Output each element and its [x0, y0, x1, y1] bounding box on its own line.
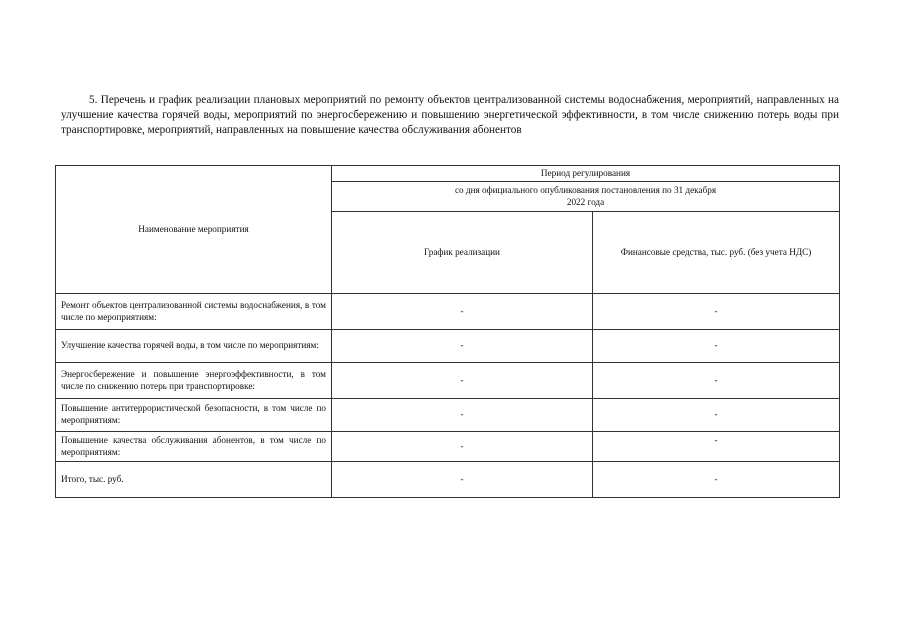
- row-name: Энергосбережение и повышение энергоэффективности, в том числе по снижению потерь при транспортировке:: [56, 363, 332, 399]
- row-name: Ремонт объектов централизованной системы водоснабжения, в том числе по мероприятиям:: [56, 294, 332, 330]
- row-finance: -: [593, 330, 840, 363]
- row-name: Итого, тыс. руб.: [56, 462, 332, 498]
- row-finance: -: [593, 462, 840, 498]
- header-row-1: [56, 166, 840, 182]
- table-row-total: [56, 462, 840, 498]
- finance-header: Финансовые средства, тыс. руб. (без учета НДС): [593, 212, 840, 294]
- row-name: Повышение антитеррористической безопасности, в том числе по мероприятиям:: [56, 399, 332, 432]
- period-header: Период регулирования: [332, 166, 840, 182]
- table-row: [56, 330, 840, 363]
- row-schedule: -: [332, 294, 593, 330]
- activities-table: [55, 165, 840, 498]
- row-name: Улучшение качества горячей воды, в том числе по мероприятиям:: [56, 330, 332, 363]
- row-finance: -: [593, 399, 840, 432]
- table-row: [56, 399, 840, 432]
- section-heading: 5. Перечень и график реализации плановых мероприятий по ремонту объектов централизованной системы водоснабжения, мероприятий, направленных на улучшение качества горячей воды, мероприятий по энергосбережению и повышению энергетической эффективности, в том числе снижению потерь воды при транспортировке, мероприятий, направленных на повышение качества обслуживания абонентов: [61, 94, 839, 137]
- row-schedule: -: [332, 363, 593, 399]
- row-finance: -: [593, 432, 840, 462]
- schedule-header: График реализации: [332, 212, 593, 294]
- row-finance: -: [593, 294, 840, 330]
- row-schedule: -: [332, 432, 593, 462]
- col-name-header: Наименование мероприятия: [56, 166, 332, 294]
- row-finance: -: [593, 363, 840, 399]
- row-schedule: -: [332, 462, 593, 498]
- row-schedule: -: [332, 330, 593, 363]
- period-subheader: со дня официального опубликования постановления по 31 декабря 2022 года: [332, 182, 840, 212]
- table-row: [56, 432, 840, 462]
- table-row: [56, 363, 840, 399]
- row-schedule: -: [332, 399, 593, 432]
- table-row: [56, 294, 840, 330]
- row-name: Повышение качества обслуживания абонентов, в том числе по мероприятиям:: [56, 432, 332, 462]
